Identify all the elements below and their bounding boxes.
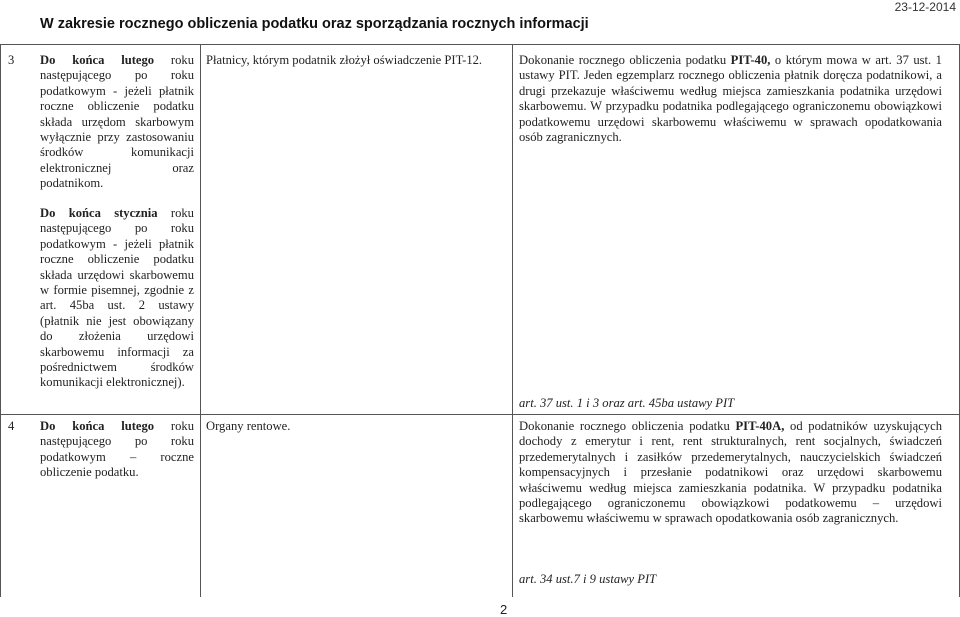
- deadline-bold: Do końca lutego: [40, 419, 155, 433]
- deadline-text: [40, 206, 194, 391]
- deadline-bold: Do końca lutego: [40, 53, 155, 67]
- form-name: PIT-40A,: [735, 419, 785, 433]
- column-divider: [512, 44, 513, 597]
- deadline-text: [40, 419, 194, 481]
- description-lead: Dokonanie rocznego obliczenia podatku: [519, 419, 730, 433]
- deadline-detail: roku następującego po roku podatkowym - jeżeli płatnik roczne obliczenie podatku składa urzędom skarbowym wyłącznie przy zastosowaniu środków komunikacji elektronicznej oraz podatnikom.: [40, 53, 194, 191]
- deadline-detail: roku następującego po roku podatkowym - jeżeli płatnik roczne obliczenie podatku składa urzędowi skarbowemu w formie pisemnej, zgodnie z art. 45ba ust. 2 ustawy (płatnik nie jest obowiązany do złożenia urzędowi skarbowemu informacji za pośrednictwem środków komunikacji elektronicznej).: [40, 206, 194, 390]
- deadline-bold: Do końca stycznia: [40, 206, 158, 220]
- legal-basis: art. 37 ust. 1 i 3 oraz art. 45ba ustawy PIT: [519, 396, 735, 410]
- column-divider: [200, 44, 201, 597]
- document-date: 23-12-2014: [894, 0, 956, 14]
- row-number: 3: [8, 53, 15, 67]
- obligated-entity: Organy rentowe.: [206, 419, 291, 433]
- deadline-text: [40, 53, 194, 192]
- row-number: 4: [8, 419, 15, 433]
- description-detail: o którym mowa w art. 37 ust. 1 ustawy PIT. Jeden egzemplarz rocznego obliczenia płatnik doręcza podatnikowi, a drugi przekazuje właściwemu według miejsca zamieszkania podatnika urzędowi skarbowemu. W przypadku podatnika podlegającego ograniczonemu obowiązkowi podatkowemu urzędowi skarbowemu właściwemu w sprawach opodatkowania osób zagranicznych.: [519, 53, 942, 145]
- form-name: PIT-40,: [730, 53, 771, 67]
- description-detail: od podatników uzyskujących dochody z emerytur i rent, rent strukturalnych, rent socjalnych, świadczeń przedemerytalnych i zasiłków przedemerytalnych, nauczycielskich świadczeń kompensacyjnych i przesłanie podatnikowi oraz urzędowi skarbowemu właściwemu według miejsca zamieszkania podatnika. W przypadku podatnika podlegającego ograniczonemu obowiązkowi podatkowemu – urzędowi skarbowemu właściwemu w sprawach opodatkowania osób zagranicznych.: [519, 419, 942, 526]
- page-number: 2: [500, 602, 508, 617]
- deadline-detail: roku następującego po roku podatkowym – roczne obliczenie podatku.: [40, 419, 194, 480]
- legal-basis: art. 34 ust.7 i 9 ustawy PIT: [519, 572, 657, 586]
- table-top-border: [0, 44, 960, 45]
- section-title: W zakresie rocznego obliczenia podatku oraz sporządzania rocznych informacji: [40, 16, 589, 32]
- row-divider: [0, 414, 960, 415]
- column-divider: [0, 44, 1, 597]
- obligated-entity: Płatnicy, którym podatnik złożył oświadczenie PIT-12.: [206, 53, 483, 67]
- obligation-description: [519, 419, 942, 527]
- description-lead: Dokonanie rocznego obliczenia podatku: [519, 53, 727, 67]
- obligation-description: [519, 53, 942, 145]
